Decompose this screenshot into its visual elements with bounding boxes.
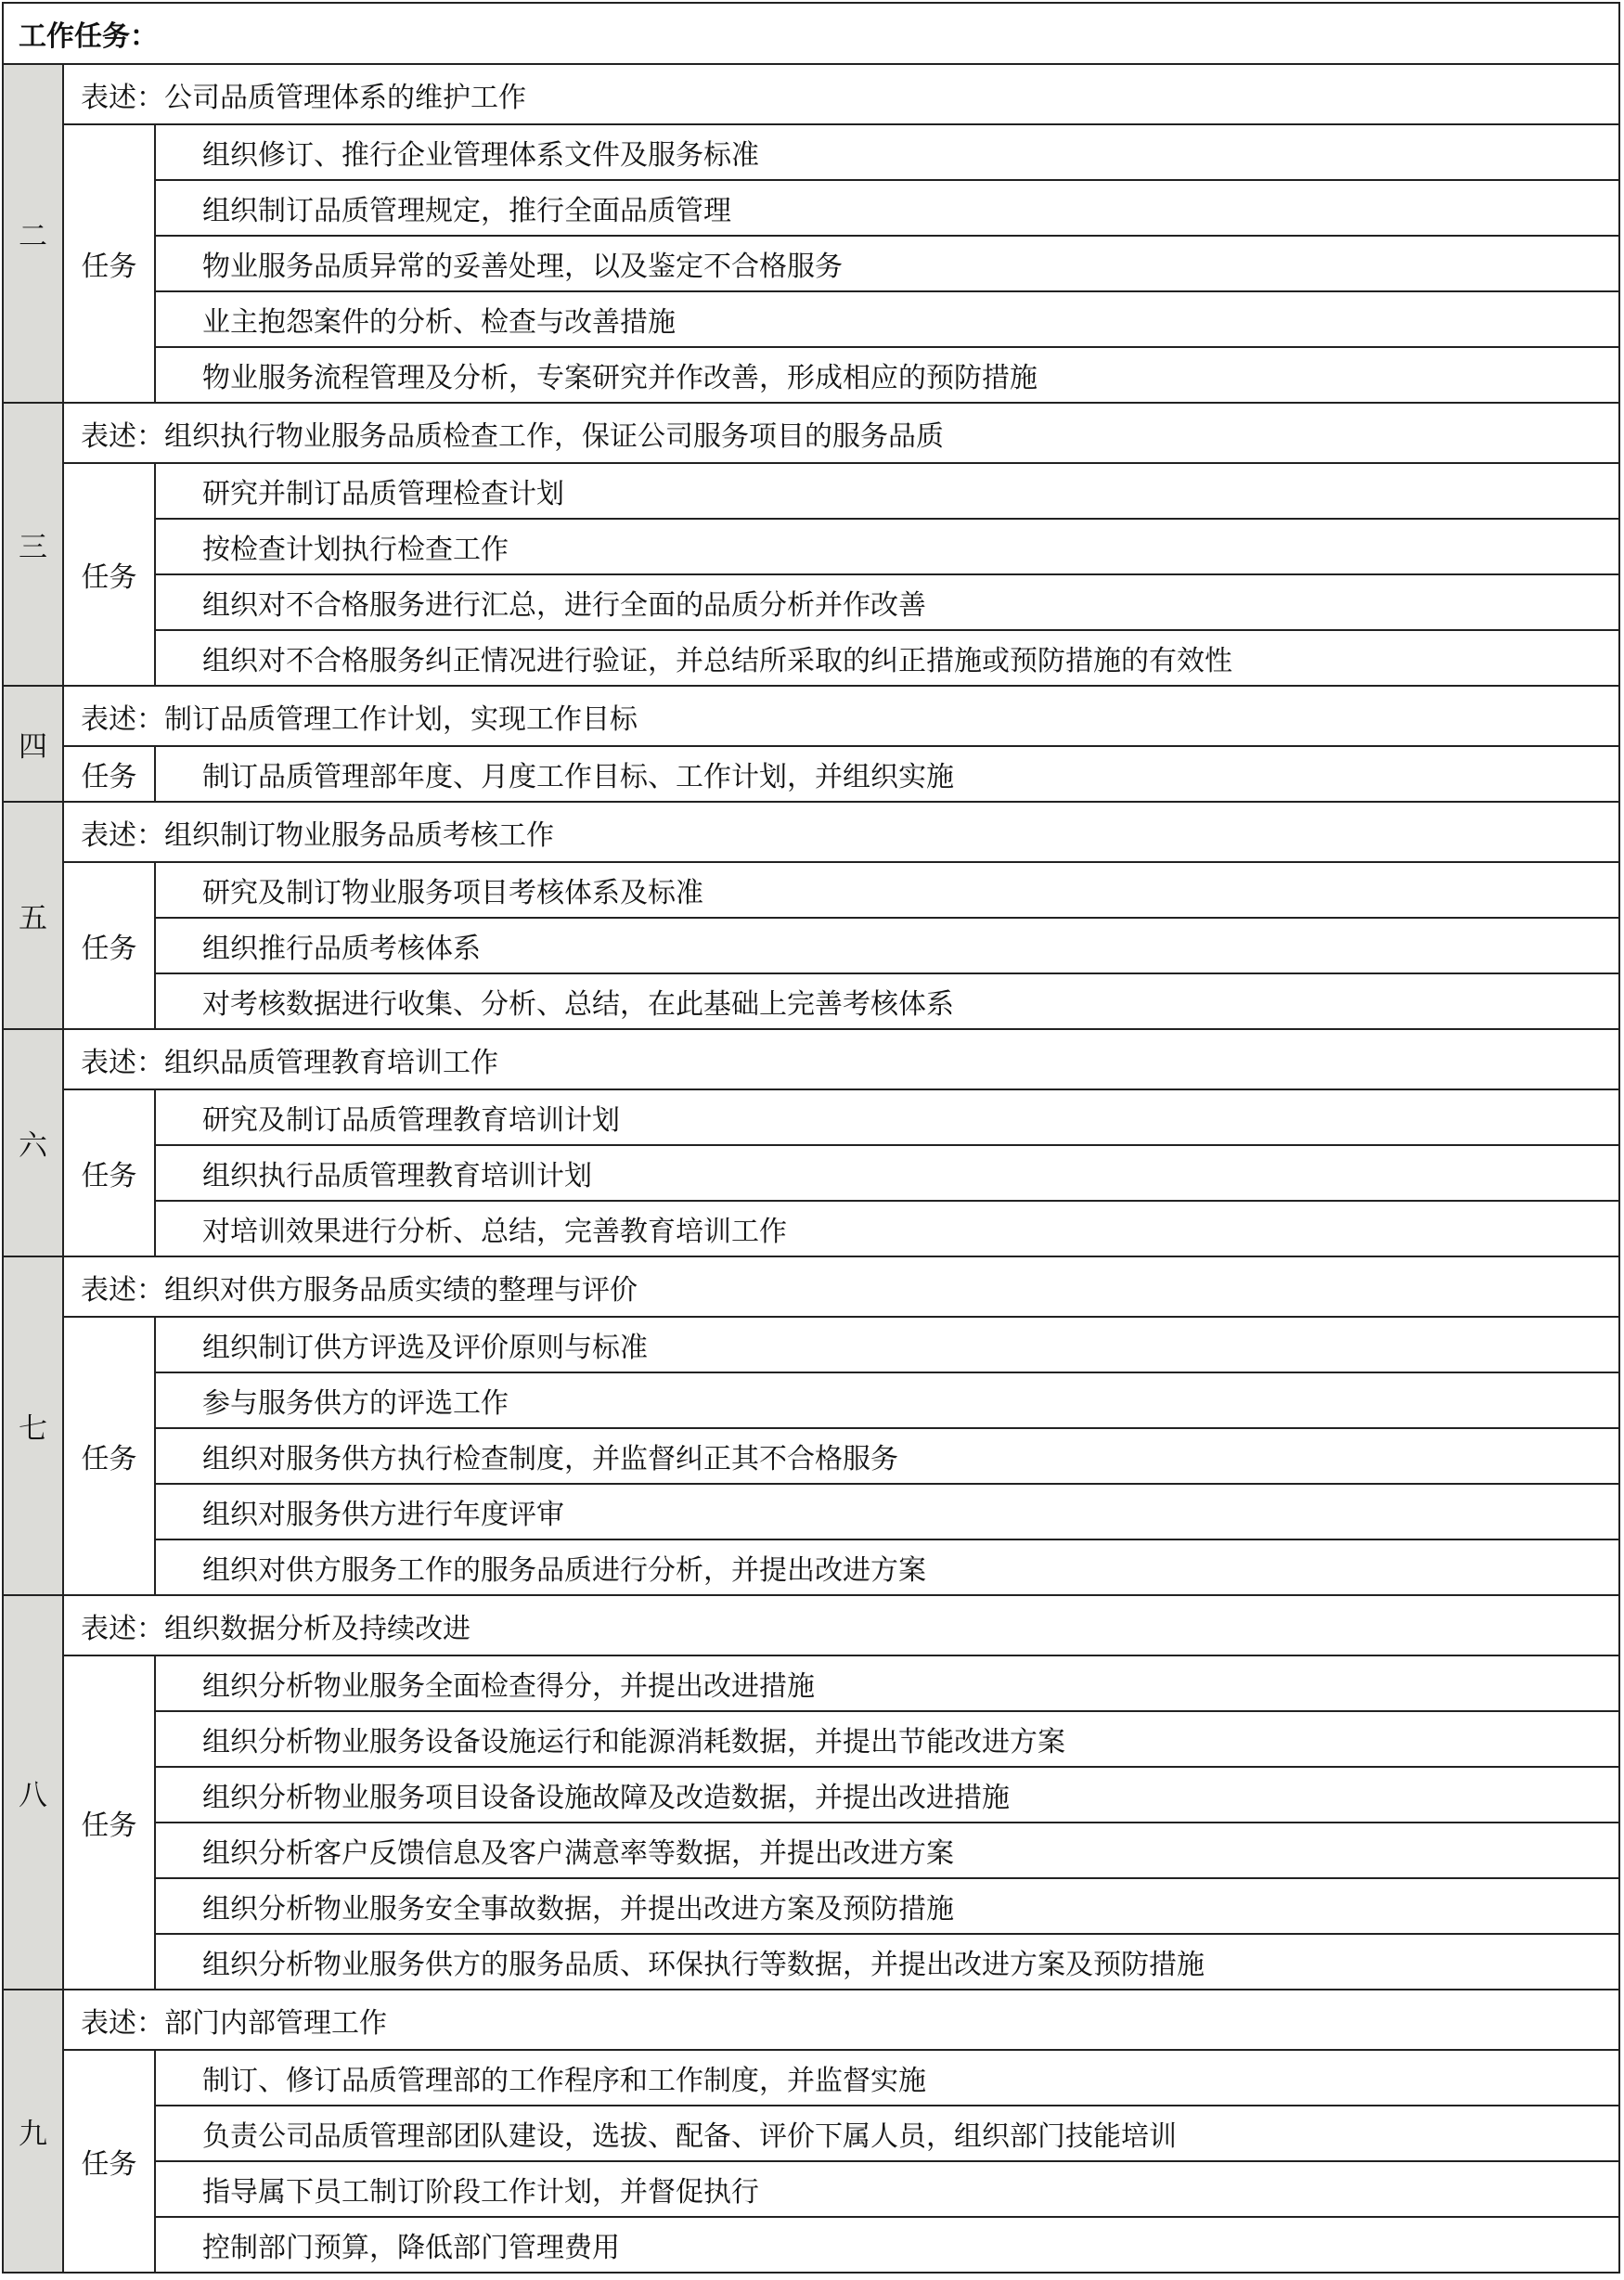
section-description [63,64,1619,124]
task-row [3,1823,1619,1878]
description-text: 组织数据分析及持续改进 [164,1612,470,1645]
task-label: 任务 [63,746,155,802]
description-text: 公司品质管理体系的维护工作 [164,81,526,114]
task-item: 组织对不合格服务纠正情况进行验证，并总结所采取的纠正措施或预防措施的有效性 [155,630,1619,686]
description-prefix: 表述： [81,2006,164,2040]
description-text: 制订品质管理工作计划，实现工作目标 [164,702,638,736]
description-prefix: 表述： [81,702,164,736]
task-item: 组织分析客户反馈信息及客户满意率等数据，并提出改进方案 [155,1823,1619,1878]
task-item: 组织对服务供方执行检查制度，并监督纠正其不合格服务 [155,1428,1619,1484]
table-header: 工作任务： [3,3,1619,64]
section-description [63,1990,1619,2050]
task-label: 任务 [63,862,155,1029]
task-row [3,574,1619,630]
section-desc-row [3,1256,1619,1317]
task-row [3,630,1619,686]
description-text: 组织品质管理教育培训工作 [164,1046,498,1079]
task-item: 组织分析物业服务安全事故数据，并提出改进方案及预防措施 [155,1878,1619,1934]
task-item: 组织制订供方评选及评价原则与标准 [155,1317,1619,1372]
task-item: 参与服务供方的评选工作 [155,1372,1619,1428]
task-row [3,2050,1619,2106]
section-desc-row [3,1595,1619,1655]
task-row [3,1372,1619,1428]
section-description [63,1029,1619,1089]
task-item: 组织分析物业服务项目设备设施故障及改造数据，并提出改进措施 [155,1767,1619,1823]
task-row [3,1934,1619,1990]
task-label: 任务 [63,1655,155,1990]
task-row [3,291,1619,347]
task-row [3,236,1619,291]
task-item: 研究及制订物业服务项目考核体系及标准 [155,862,1619,918]
task-label: 任务 [63,1089,155,1256]
section-description [63,686,1619,746]
description-prefix: 表述： [81,818,164,852]
header-row [3,3,1619,64]
section-desc-row [3,403,1619,463]
task-row [3,180,1619,236]
task-item: 负责公司品质管理部团队建设，选拔、配备、评价下属人员，组织部门技能培训 [155,2106,1619,2161]
section-number: 八 [3,1595,63,1990]
task-item: 指导属下员工制订阶段工作计划，并督促执行 [155,2161,1619,2217]
task-item: 组织对服务供方进行年度评审 [155,1484,1619,1539]
section-description [63,403,1619,463]
task-item: 按检查计划执行检查工作 [155,519,1619,574]
description-text: 组织制订物业服务品质考核工作 [164,818,554,852]
description-prefix: 表述： [81,419,164,453]
task-item: 组织制订品质管理规定，推行全面品质管理 [155,180,1619,236]
task-item: 组织修订、推行企业管理体系文件及服务标准 [155,124,1619,180]
task-row [3,862,1619,918]
task-row [3,124,1619,180]
section-desc-row [3,802,1619,862]
task-row [3,463,1619,519]
task-label: 任务 [63,124,155,403]
description-prefix: 表述： [81,1273,164,1307]
task-item: 组织推行品质考核体系 [155,918,1619,973]
task-row [3,918,1619,973]
task-item: 物业服务流程管理及分析，专案研究并作改善，形成相应的预防措施 [155,347,1619,403]
task-row [3,973,1619,1029]
task-item: 制订品质管理部年度、月度工作目标、工作计划，并组织实施 [155,746,1619,802]
task-item: 对考核数据进行收集、分析、总结，在此基础上完善考核体系 [155,973,1619,1029]
section-desc-row [3,686,1619,746]
section-number: 五 [3,802,63,1029]
task-item: 组织对不合格服务进行汇总，进行全面的品质分析并作改善 [155,574,1619,630]
section-number: 七 [3,1256,63,1595]
section-number: 二 [3,64,63,403]
task-row [3,347,1619,403]
task-item: 物业服务品质异常的妥善处理，以及鉴定不合格服务 [155,236,1619,291]
task-row [3,1878,1619,1934]
task-item: 制订、修订品质管理部的工作程序和工作制度，并监督实施 [155,2050,1619,2106]
section-description [63,1595,1619,1655]
section-desc-row [3,1990,1619,2050]
task-item: 业主抱怨案件的分析、检查与改善措施 [155,291,1619,347]
description-text: 部门内部管理工作 [164,2006,387,2040]
section-number: 三 [3,403,63,686]
task-row [3,1655,1619,1711]
task-item: 研究及制订品质管理教育培训计划 [155,1089,1619,1145]
description-prefix: 表述： [81,1046,164,1079]
task-item: 组织对供方服务工作的服务品质进行分析，并提出改进方案 [155,1539,1619,1595]
task-row [3,1317,1619,1372]
task-row [3,1201,1619,1256]
description-prefix: 表述： [81,1612,164,1645]
task-item: 组织分析物业服务全面检查得分，并提出改进措施 [155,1655,1619,1711]
task-item: 对培训效果进行分析、总结，完善教育培训工作 [155,1201,1619,1256]
job-task-table [2,2,1620,2274]
task-item: 组织分析物业服务供方的服务品质、环保执行等数据，并提出改进方案及预防措施 [155,1934,1619,1990]
task-item: 研究并制订品质管理检查计划 [155,463,1619,519]
task-row [3,2217,1619,2273]
task-row [3,1145,1619,1201]
task-row [3,1089,1619,1145]
section-desc-row [3,1029,1619,1089]
task-row [3,746,1619,802]
task-row [3,2161,1619,2217]
section-number: 四 [3,686,63,802]
section-description [63,1256,1619,1317]
task-row [3,1767,1619,1823]
section-desc-row [3,64,1619,124]
task-label: 任务 [63,2050,155,2273]
description-text: 组织对供方服务品质实绩的整理与评价 [164,1273,638,1307]
task-row [3,2106,1619,2161]
task-item: 组织执行品质管理教育培训计划 [155,1145,1619,1201]
task-label: 任务 [63,1317,155,1595]
task-item: 控制部门预算，降低部门管理费用 [155,2217,1619,2273]
task-row [3,519,1619,574]
task-row [3,1484,1619,1539]
task-item: 组织分析物业服务设备设施运行和能源消耗数据，并提出节能改进方案 [155,1711,1619,1767]
section-description [63,802,1619,862]
task-label: 任务 [63,463,155,686]
description-prefix: 表述： [81,81,164,114]
section-number: 九 [3,1990,63,2273]
section-number: 六 [3,1029,63,1256]
description-text: 组织执行物业服务品质检查工作，保证公司服务项目的服务品质 [164,419,944,453]
task-row [3,1428,1619,1484]
task-row [3,1711,1619,1767]
task-row [3,1539,1619,1595]
